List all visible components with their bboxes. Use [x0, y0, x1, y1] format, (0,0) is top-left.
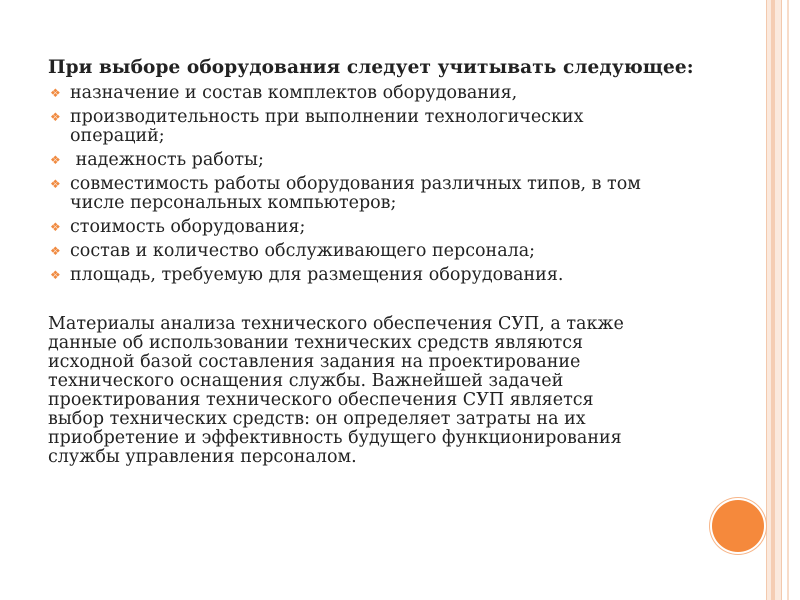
paragraph-line: исходной базой составления задания на проектирование [48, 352, 581, 372]
diamond-bullet-icon: ❖ [50, 110, 61, 124]
paragraph-line: службы управления персоналом. [48, 447, 357, 467]
diamond-bullet-icon: ❖ [50, 86, 61, 100]
list-item [48, 218, 728, 237]
list-item-line: производительность при выполнении технологических [70, 107, 584, 127]
paragraph-line: приобретение и эффективность будущего функционирования [48, 428, 622, 448]
slide-heading: При выборе оборудования следует учитывать следующее: [48, 57, 694, 78]
paragraph-line: выбор технических средств: он определяет затраты на их [48, 409, 586, 429]
list-item [48, 175, 728, 213]
list-item [48, 108, 728, 146]
list-item [48, 151, 728, 170]
list-item-line: площадь, требуемую для размещения оборудования. [70, 265, 564, 285]
paragraph-line: технического оснащения службы. Важнейшей задачей [48, 371, 564, 391]
criteria-list [48, 84, 728, 285]
paragraph-line: проектирования технического обеспечения СУП является [48, 390, 594, 410]
paragraph-line: данные об использовании технических средств являются [48, 333, 584, 353]
list-item-line: совместимость работы оборудования различных типов, в том [70, 174, 641, 194]
paragraph-line: Материалы анализа технического обеспечения СУП, а также [48, 314, 624, 334]
list-item-line: состав и количество обслуживающего персонала; [70, 241, 536, 261]
list-item-line: числе персональных компьютеров; [70, 193, 397, 213]
diamond-bullet-icon: ❖ [50, 153, 61, 167]
list-item [48, 266, 728, 285]
diamond-bullet-icon: ❖ [50, 177, 61, 191]
list-item-line: операций; [70, 126, 165, 146]
list-item-line: стоимость оборудования; [70, 217, 306, 237]
summary-paragraph [48, 315, 708, 467]
slide-content [48, 56, 728, 467]
diamond-bullet-icon: ❖ [50, 244, 61, 258]
list-item [48, 242, 728, 261]
orange-circle-icon [712, 500, 764, 552]
diamond-bullet-icon: ❖ [50, 220, 61, 234]
list-item-line: надежность работы; [70, 150, 264, 170]
diamond-bullet-icon: ❖ [50, 268, 61, 282]
list-item-line: назначение и состав комплектов оборудования, [70, 83, 518, 103]
decorative-stripe-edge [787, 0, 789, 600]
list-item [48, 84, 728, 103]
decorative-stripe-inner [771, 0, 775, 600]
